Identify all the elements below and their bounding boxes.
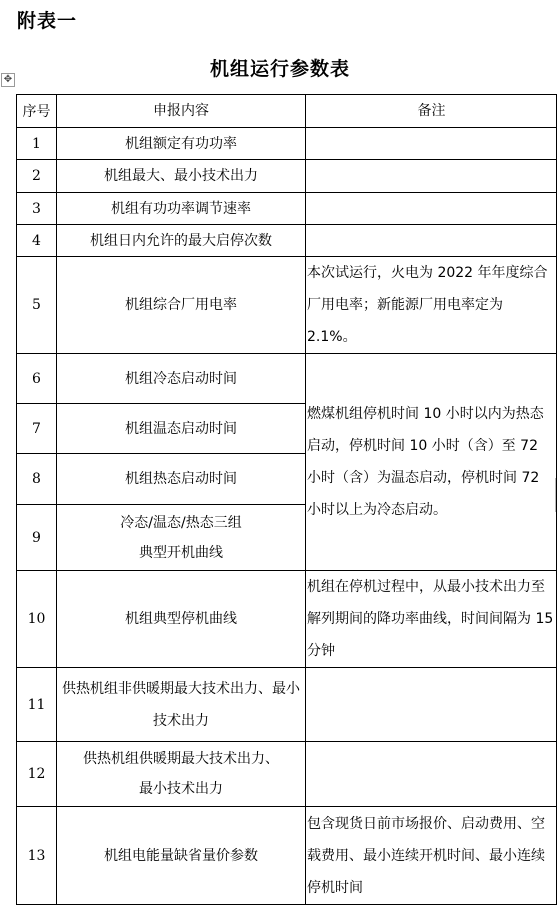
- table-row: [17, 193, 557, 225]
- table-row: [17, 225, 557, 257]
- row-content-line: 典型开机曲线: [139, 544, 223, 561]
- table-row: [17, 257, 557, 354]
- table-header-row: [17, 95, 557, 128]
- header-content: 申报内容: [57, 95, 306, 128]
- row-content: 机组冷态启动时间: [57, 354, 306, 404]
- row-content: 机组热态启动时间: [57, 454, 306, 505]
- row-number: 12: [17, 742, 57, 807]
- row-content: 机组额定有功功率: [57, 128, 306, 160]
- table-row: [17, 571, 557, 668]
- table-row: [17, 742, 557, 807]
- row-content: [57, 505, 306, 571]
- table-move-handle-icon[interactable]: ✥: [1, 73, 15, 87]
- row-number: 6: [17, 354, 57, 404]
- header-note: 备注: [306, 95, 557, 128]
- row-note: [306, 128, 557, 160]
- row-content: 供热机组非供暖期最大技术出力、最小技术出力: [57, 668, 306, 742]
- row-note: 本次试运行，火电为 2022 年年度综合厂用电率；新能源厂用电率定为 2.1%。: [306, 257, 557, 354]
- table-row: [17, 160, 557, 193]
- row-number: 8: [17, 454, 57, 505]
- merged-startup-note: 燃煤机组停机时间 10 小时以内为热态启动，停机时间 10 小时（含）至 72 小时（含）为温态启动，停机时间 72 小时以上为冷态启动。: [306, 354, 557, 571]
- table-row: [17, 668, 557, 742]
- row-number: 3: [17, 193, 57, 225]
- row-number: 13: [17, 807, 57, 905]
- row-note: 机组在停机过程中，从最小技术出力至解列期间的降功率曲线，时间间隔为 15 分钟: [306, 571, 557, 668]
- row-note: [306, 742, 557, 807]
- row-content-line: 冷态/温态/热态三组: [120, 514, 242, 531]
- row-content: 机组日内允许的最大启停次数: [57, 225, 306, 257]
- row-number: 10: [17, 571, 57, 668]
- table-row: [17, 807, 557, 905]
- appendix-label: 附表一: [17, 10, 78, 32]
- row-content: 机组温态启动时间: [57, 404, 306, 454]
- row-content-line: 最小技术出力: [139, 781, 223, 797]
- row-content-line: 供热机组供暖期最大技术出力、: [83, 751, 279, 767]
- row-content: 机组典型停机曲线: [57, 571, 306, 668]
- row-number: 7: [17, 404, 57, 454]
- row-content: 机组有功功率调节速率: [57, 193, 306, 225]
- row-note: 包含现货日前市场报价、启动费用、空载费用、最小连续开机时间、最小连续停机时间: [306, 807, 557, 905]
- row-note: [306, 160, 557, 193]
- header-seq: 序号: [17, 95, 57, 128]
- row-number: 5: [17, 257, 57, 354]
- row-note: [306, 193, 557, 225]
- row-note: [306, 668, 557, 742]
- row-number: 11: [17, 668, 57, 742]
- row-number: 9: [17, 505, 57, 571]
- parameter-table: [16, 94, 557, 905]
- row-content: 机组综合厂用电率: [57, 257, 306, 354]
- row-number: 2: [17, 160, 57, 193]
- row-number: 1: [17, 128, 57, 160]
- row-content: 机组电能量缺省量价参数: [57, 807, 306, 905]
- row-content: 机组最大、最小技术出力: [57, 160, 306, 193]
- table-row: [17, 128, 557, 160]
- row-number: 4: [17, 225, 57, 257]
- row-content: [57, 742, 306, 807]
- table-row: [17, 354, 557, 404]
- row-note: [306, 225, 557, 257]
- page-edge-marker: [555, 478, 560, 512]
- table-title: 机组运行参数表: [209, 58, 350, 80]
